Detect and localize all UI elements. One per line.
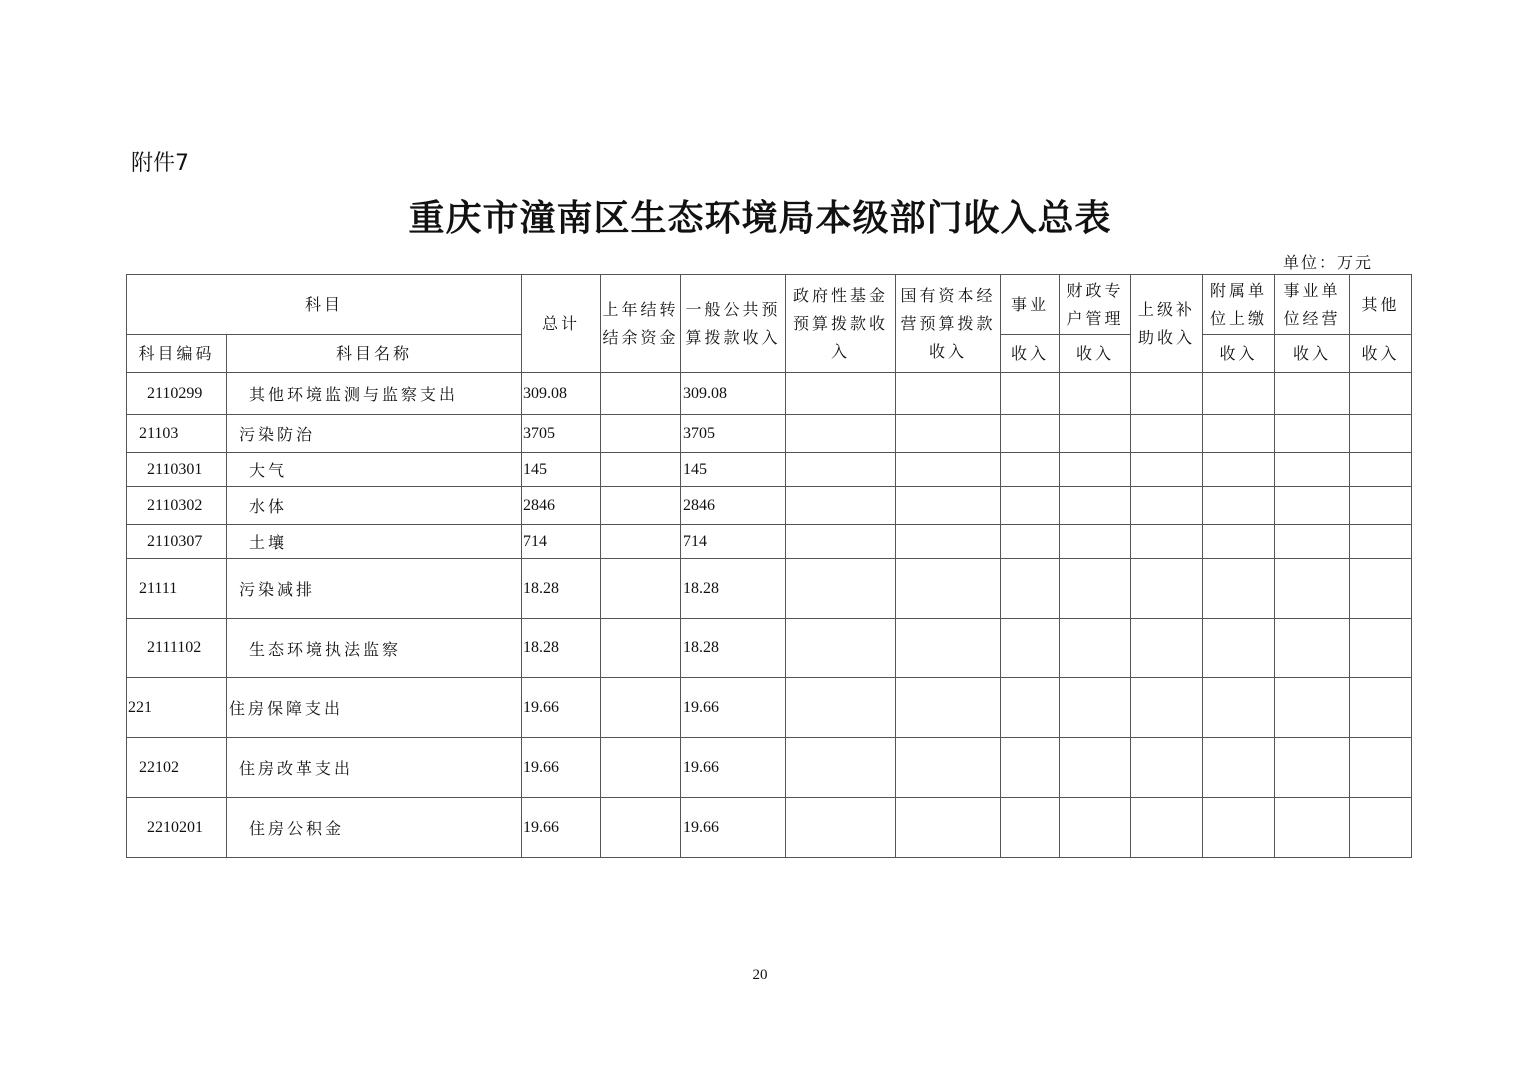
general-budget-cell: 309.08 (681, 373, 786, 415)
header-subject: 科目 (127, 275, 522, 335)
table-row (127, 525, 1412, 559)
empty-cell (896, 678, 1001, 738)
header-other-suffix: 收入 (1350, 335, 1412, 373)
attachment-label: 附件7 (131, 151, 189, 176)
empty-cell (1203, 415, 1275, 453)
empty-cell (1131, 487, 1203, 525)
unit-label: 单位：万元 (1283, 253, 1374, 272)
empty-cell (1060, 798, 1131, 858)
subject-code-cell: 2110302 (127, 487, 227, 525)
table-row (127, 559, 1412, 619)
empty-cell (1350, 619, 1412, 678)
subject-code-cell: 21111 (127, 559, 227, 619)
empty-cell (1001, 373, 1060, 415)
carryover-cell (601, 619, 681, 678)
empty-cell (1060, 738, 1131, 798)
empty-cell (1275, 415, 1350, 453)
empty-cell (1131, 738, 1203, 798)
header-affiliated-suffix: 收入 (1203, 335, 1275, 373)
empty-cell (1060, 525, 1131, 559)
empty-cell (896, 559, 1001, 619)
empty-cell (1203, 678, 1275, 738)
empty-cell (786, 619, 896, 678)
general-budget-cell: 18.28 (681, 559, 786, 619)
general-budget-cell: 19.66 (681, 738, 786, 798)
carryover-cell (601, 453, 681, 487)
subject-name-cell: 生态环境执法监察 (227, 619, 522, 678)
header-other: 其他 (1350, 275, 1412, 335)
empty-cell (896, 525, 1001, 559)
total-cell: 18.28 (522, 619, 601, 678)
general-budget-cell: 18.28 (681, 619, 786, 678)
empty-cell (1275, 738, 1350, 798)
empty-cell (1350, 453, 1412, 487)
header-operating: 事业单位经营 (1275, 275, 1350, 335)
empty-cell (1350, 487, 1412, 525)
empty-cell (1131, 525, 1203, 559)
empty-cell (1203, 798, 1275, 858)
empty-cell (1275, 678, 1350, 738)
empty-cell (1131, 619, 1203, 678)
page-number: 20 (752, 967, 768, 983)
subject-name-cell: 土壤 (227, 525, 522, 559)
general-budget-cell: 714 (681, 525, 786, 559)
general-budget-cell: 145 (681, 453, 786, 487)
empty-cell (1060, 678, 1131, 738)
empty-cell (786, 487, 896, 525)
empty-cell (786, 738, 896, 798)
empty-cell (786, 678, 896, 738)
empty-cell (1350, 559, 1412, 619)
header-superior: 上级补助收入 (1131, 275, 1203, 373)
header-fiscal: 财政专户管理 (1060, 275, 1131, 335)
empty-cell (896, 738, 1001, 798)
page-title: 重庆市潼南区生态环境局本级部门收入总表 (408, 198, 1112, 239)
table-row (127, 738, 1412, 798)
empty-cell (1131, 373, 1203, 415)
subject-code-cell: 21103 (127, 415, 227, 453)
empty-cell (1275, 798, 1350, 858)
table-row (127, 619, 1412, 678)
total-cell: 19.66 (522, 738, 601, 798)
empty-cell (1275, 525, 1350, 559)
empty-cell (1060, 487, 1131, 525)
subject-name-cell: 住房保障支出 (227, 678, 522, 738)
total-cell: 18.28 (522, 559, 601, 619)
subject-code-cell: 221 (127, 678, 227, 738)
empty-cell (896, 798, 1001, 858)
carryover-cell (601, 559, 681, 619)
empty-cell (1203, 559, 1275, 619)
header-carryover: 上年结转结余资金 (601, 275, 681, 373)
carryover-cell (601, 798, 681, 858)
empty-cell (1275, 487, 1350, 525)
total-cell: 145 (522, 453, 601, 487)
header-total: 总计 (522, 275, 601, 373)
empty-cell (1001, 415, 1060, 453)
header-operating-suffix: 收入 (1275, 335, 1350, 373)
empty-cell (1131, 415, 1203, 453)
general-budget-cell: 2846 (681, 487, 786, 525)
empty-cell (1131, 453, 1203, 487)
table-body (127, 373, 1412, 858)
empty-cell (1001, 678, 1060, 738)
header-business-suffix: 收入 (1001, 335, 1060, 373)
empty-cell (786, 525, 896, 559)
empty-cell (1203, 619, 1275, 678)
empty-cell (786, 559, 896, 619)
empty-cell (1203, 525, 1275, 559)
empty-cell (1275, 619, 1350, 678)
carryover-cell (601, 415, 681, 453)
carryover-cell (601, 525, 681, 559)
empty-cell (1203, 453, 1275, 487)
subject-code-cell: 2110301 (127, 453, 227, 487)
total-cell: 714 (522, 525, 601, 559)
total-cell: 19.66 (522, 678, 601, 738)
empty-cell (786, 453, 896, 487)
empty-cell (1131, 798, 1203, 858)
subject-name-cell: 住房公积金 (227, 798, 522, 858)
carryover-cell (601, 373, 681, 415)
general-budget-cell: 19.66 (681, 678, 786, 738)
empty-cell (1060, 373, 1131, 415)
empty-cell (1060, 619, 1131, 678)
subject-code-cell: 2110299 (127, 373, 227, 415)
total-cell: 309.08 (522, 373, 601, 415)
table-row (127, 373, 1412, 415)
subject-code-cell: 2110307 (127, 525, 227, 559)
subject-name-cell: 水体 (227, 487, 522, 525)
total-cell: 19.66 (522, 798, 601, 858)
empty-cell (1131, 678, 1203, 738)
empty-cell (1001, 525, 1060, 559)
subject-name-cell: 住房改革支出 (227, 738, 522, 798)
carryover-cell (601, 678, 681, 738)
header-code: 科目编码 (127, 335, 227, 373)
empty-cell (1203, 738, 1275, 798)
empty-cell (1001, 738, 1060, 798)
empty-cell (1350, 738, 1412, 798)
general-budget-cell: 19.66 (681, 798, 786, 858)
empty-cell (1131, 559, 1203, 619)
total-cell: 2846 (522, 487, 601, 525)
table-row (127, 415, 1412, 453)
empty-cell (786, 415, 896, 453)
header-fiscal-suffix: 收入 (1060, 335, 1131, 373)
carryover-cell (601, 738, 681, 798)
carryover-cell (601, 487, 681, 525)
table-row (127, 487, 1412, 525)
empty-cell (1001, 798, 1060, 858)
header-affiliated: 附属单位上缴 (1203, 275, 1275, 335)
empty-cell (1203, 373, 1275, 415)
empty-cell (1001, 619, 1060, 678)
header-gov-fund: 政府性基金预算拨款收入 (786, 275, 896, 373)
empty-cell (1203, 487, 1275, 525)
subject-code-cell: 2210201 (127, 798, 227, 858)
empty-cell (1275, 373, 1350, 415)
empty-cell (786, 373, 896, 415)
header-general-budget: 一般公共预算拨款收入 (681, 275, 786, 373)
table-row (127, 678, 1412, 738)
subject-code-cell: 22102 (127, 738, 227, 798)
empty-cell (1275, 453, 1350, 487)
income-summary-table (126, 274, 1412, 858)
header-state-capital: 国有资本经营预算拨款收入 (896, 275, 1001, 373)
subject-name-cell: 其他环境监测与监察支出 (227, 373, 522, 415)
header-business: 事业 (1001, 275, 1060, 335)
empty-cell (896, 619, 1001, 678)
subject-name-cell: 污染防治 (227, 415, 522, 453)
empty-cell (786, 798, 896, 858)
empty-cell (1350, 678, 1412, 738)
empty-cell (896, 453, 1001, 487)
empty-cell (1350, 798, 1412, 858)
table-row (127, 453, 1412, 487)
subject-name-cell: 大气 (227, 453, 522, 487)
header-name: 科目名称 (227, 335, 522, 373)
empty-cell (1060, 415, 1131, 453)
empty-cell (896, 415, 1001, 453)
total-cell: 3705 (522, 415, 601, 453)
empty-cell (1060, 453, 1131, 487)
empty-cell (896, 373, 1001, 415)
subject-name-cell: 污染减排 (227, 559, 522, 619)
empty-cell (1275, 559, 1350, 619)
general-budget-cell: 3705 (681, 415, 786, 453)
empty-cell (1350, 525, 1412, 559)
empty-cell (896, 487, 1001, 525)
empty-cell (1001, 559, 1060, 619)
table-row (127, 798, 1412, 858)
empty-cell (1001, 487, 1060, 525)
empty-cell (1060, 559, 1131, 619)
empty-cell (1350, 415, 1412, 453)
empty-cell (1350, 373, 1412, 415)
empty-cell (1001, 453, 1060, 487)
subject-code-cell: 2111102 (127, 619, 227, 678)
